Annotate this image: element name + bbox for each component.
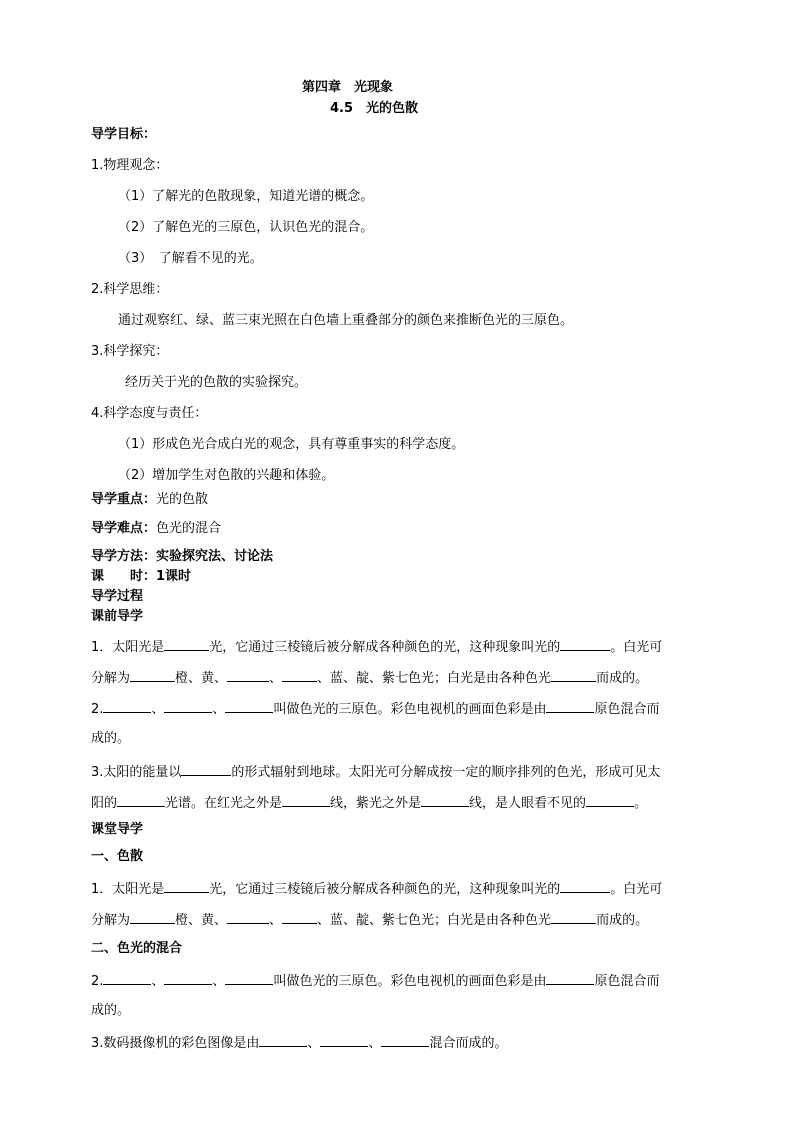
difficulty-label: 导学难点：: [91, 521, 157, 536]
text-segment: 而成的。: [596, 671, 649, 686]
text-segment: 原色混合而: [594, 974, 660, 989]
fill-blank[interactable]: [227, 910, 269, 924]
text-segment: 2.: [91, 974, 104, 989]
goal-3-heading: 3.科学探究：: [91, 344, 169, 359]
text-segment: 、: [368, 1036, 382, 1051]
fill-blank[interactable]: [130, 910, 175, 924]
key-point-value: 光的色散: [156, 492, 209, 507]
hours-label: 课 时：: [91, 569, 157, 584]
goal-2-heading: 2.科学思维：: [91, 282, 169, 297]
text-segment: 光，它通过三棱镜后被分解成各种颜色的光，这种现象叫光的: [209, 882, 561, 897]
text-segment: 橙、黄、: [175, 913, 228, 928]
text-segment: 、: [269, 671, 283, 686]
fill-blank[interactable]: [282, 910, 317, 924]
goal-1-item-a: （1）了解光的色散现象，知道光谱的概念。: [118, 189, 374, 204]
class-q1-line1: [91, 879, 662, 899]
fill-blank[interactable]: [164, 637, 209, 651]
text-segment: 分解为: [91, 671, 131, 686]
goal-3-item-a: 经历关于光的色散的实验探究。: [125, 375, 308, 390]
pre-study-title: 课前导学: [91, 609, 144, 624]
text-segment: 光，它通过三棱镜后被分解成各种颜色的光，这种现象叫光的: [209, 640, 561, 655]
fill-blank[interactable]: [117, 793, 165, 807]
fill-blank[interactable]: [586, 793, 634, 807]
fill-blank[interactable]: [130, 668, 175, 682]
goal-2-item-a: 通过观察红、绿、蓝三束光照在白色墙上重叠部分的颜色来推断色光的三原色。: [118, 313, 574, 328]
text-segment: 光谱。在红光之外是: [165, 796, 283, 811]
text-segment: 、: [307, 1036, 321, 1051]
pre-q1-line2: [91, 668, 648, 688]
fill-blank[interactable]: [546, 971, 594, 985]
text-segment: 3.太阳的能量以: [91, 765, 182, 780]
text-segment: 叫做色光的三原色。彩色电视机的画面色彩是由: [273, 702, 547, 717]
text-segment: 、蓝、靛、紫七色光；白光是由各种色光: [317, 671, 552, 686]
fill-blank[interactable]: [282, 793, 330, 807]
text-segment: 而成的。: [596, 913, 649, 928]
goal-4-item-a: （1）形成色光合成白光的观念，具有尊重事实的科学态度。: [118, 437, 465, 452]
fill-blank[interactable]: [320, 1033, 368, 1047]
text-segment: 叫做色光的三原色。彩色电视机的画面色彩是由: [273, 974, 547, 989]
text-segment: 的形式辐射到地球。太阳光可分解成按一定的顺序排列的色光，形成可见太: [231, 765, 661, 780]
pre-q1-line1: [91, 637, 662, 657]
class-q2-line1: [91, 971, 659, 991]
fill-blank[interactable]: [282, 668, 317, 682]
goal-1-heading: 1.物理观念：: [91, 158, 169, 173]
text-segment: 线，是人眼看不见的: [469, 796, 587, 811]
text-segment: 橙、黄、: [175, 671, 228, 686]
key-point-line: [91, 491, 208, 509]
fill-blank[interactable]: [181, 762, 231, 776]
process-title: 导学过程: [91, 589, 144, 604]
chapter-title: 第四章 光现象: [302, 80, 394, 95]
fill-blank[interactable]: [227, 668, 269, 682]
pre-q2-line2: 成的。: [91, 731, 131, 746]
fill-blank[interactable]: [164, 971, 212, 985]
fill-blank[interactable]: [103, 699, 151, 713]
fill-blank[interactable]: [164, 879, 209, 893]
text-segment: 2.: [91, 702, 104, 717]
hours-line: [91, 568, 191, 586]
goal-1-item-b: （2）了解色光的三原色，认识色光的混合。: [118, 220, 374, 235]
text-segment: 3.数码摄像机的彩色图像是由: [91, 1036, 260, 1051]
text-segment: 原色混合而: [594, 702, 660, 717]
text-segment: 。白光可: [610, 640, 663, 655]
text-segment: 、: [151, 974, 165, 989]
class-q1-line2: [91, 910, 648, 930]
fill-blank[interactable]: [551, 910, 596, 924]
text-segment: 、蓝、靛、紫七色光；白光是由各种色光: [317, 913, 552, 928]
section-title: 4.5 光的色散: [330, 101, 419, 116]
hours-value: 1课时: [156, 569, 192, 584]
text-segment: 阳的: [91, 796, 118, 811]
fill-blank[interactable]: [381, 1033, 429, 1047]
text-segment: 。白光可: [610, 882, 663, 897]
difficulty-value: 色光的混合: [156, 521, 222, 536]
fill-blank[interactable]: [225, 699, 273, 713]
goal-4-heading: 4.科学态度与责任：: [91, 406, 208, 421]
text-segment: 、: [212, 974, 226, 989]
class-q2-line2: 成的。: [91, 1003, 131, 1018]
pre-q3-line1: [91, 762, 660, 782]
key-point-label: 导学重点：: [91, 492, 157, 507]
fill-blank[interactable]: [546, 699, 594, 713]
text-segment: 1．太阳光是: [91, 882, 165, 897]
fill-blank[interactable]: [421, 793, 469, 807]
text-segment: 、: [212, 702, 226, 717]
fill-blank[interactable]: [560, 637, 610, 651]
section-1-title: 一、色散: [91, 849, 144, 864]
text-segment: 1．太阳光是: [91, 640, 165, 655]
text-segment: 、: [269, 913, 283, 928]
class-q3-line1: [91, 1033, 507, 1053]
text-segment: 混合而成的。: [429, 1036, 508, 1051]
pre-q3-line2: [91, 793, 647, 813]
fill-blank[interactable]: [560, 879, 610, 893]
fill-blank[interactable]: [225, 971, 273, 985]
section-2-title: 二、色光的混合: [91, 941, 183, 956]
goal-1-item-c: （3） 了解看不见的光。: [118, 251, 263, 266]
classroom-title: 课堂导学: [91, 822, 144, 837]
fill-blank[interactable]: [551, 668, 596, 682]
fill-blank[interactable]: [164, 699, 212, 713]
goals-title: 导学目标：: [91, 127, 157, 142]
method-line: 导学方法：实验探究法、讨论法: [91, 549, 274, 564]
goal-4-item-b: （2）增加学生对色散的兴趣和体验。: [118, 468, 335, 483]
pre-q2-line1: [91, 699, 659, 719]
fill-blank[interactable]: [259, 1033, 307, 1047]
text-segment: 分解为: [91, 913, 131, 928]
text-segment: 、: [151, 702, 165, 717]
text-segment: 线，紫光之外是: [330, 796, 422, 811]
text-segment: 。: [634, 796, 648, 811]
fill-blank[interactable]: [103, 971, 151, 985]
difficulty-line: [91, 520, 221, 538]
